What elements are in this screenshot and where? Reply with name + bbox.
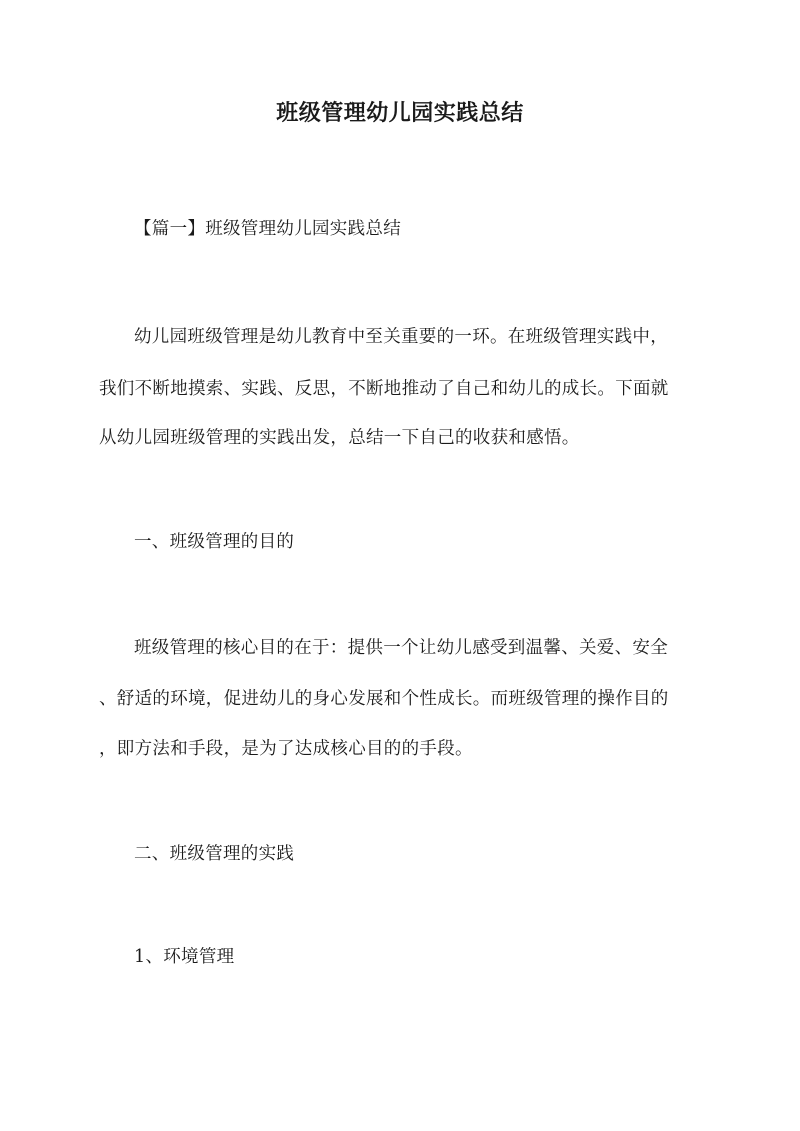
heading-practice: 二、班级管理的实践 [134,844,295,864]
intro-line-2: 我们不断地摸索、实践、反思，不断地推动了自己和幼儿的成长。下面就 [99,379,669,399]
intro-line-1: 幼儿园班级管理是幼儿教育中至关重要的一环。在班级管理实践中， [134,327,668,347]
subheading-environment: 1、环境管理 [134,947,235,967]
purpose-line-2: 、舒适的环境，促进幼儿的身心发展和个性成长。而班级管理的操作目的 [99,689,669,709]
section-heading: 【篇一】班级管理幼儿园实践总结 [134,219,401,239]
heading-purpose: 一、班级管理的目的 [134,532,295,552]
intro-line-3: 从幼儿园班级管理的实践出发，总结一下自己的收获和感悟。 [99,428,580,448]
purpose-line-1: 班级管理的核心目的在于：提供一个让幼儿感受到温馨、关爱、安全 [134,638,668,658]
purpose-line-3: ，即方法和手段，是为了达成核心目的的手段。 [99,739,473,759]
document-title: 班级管理幼儿园实践总结 [276,100,524,126]
